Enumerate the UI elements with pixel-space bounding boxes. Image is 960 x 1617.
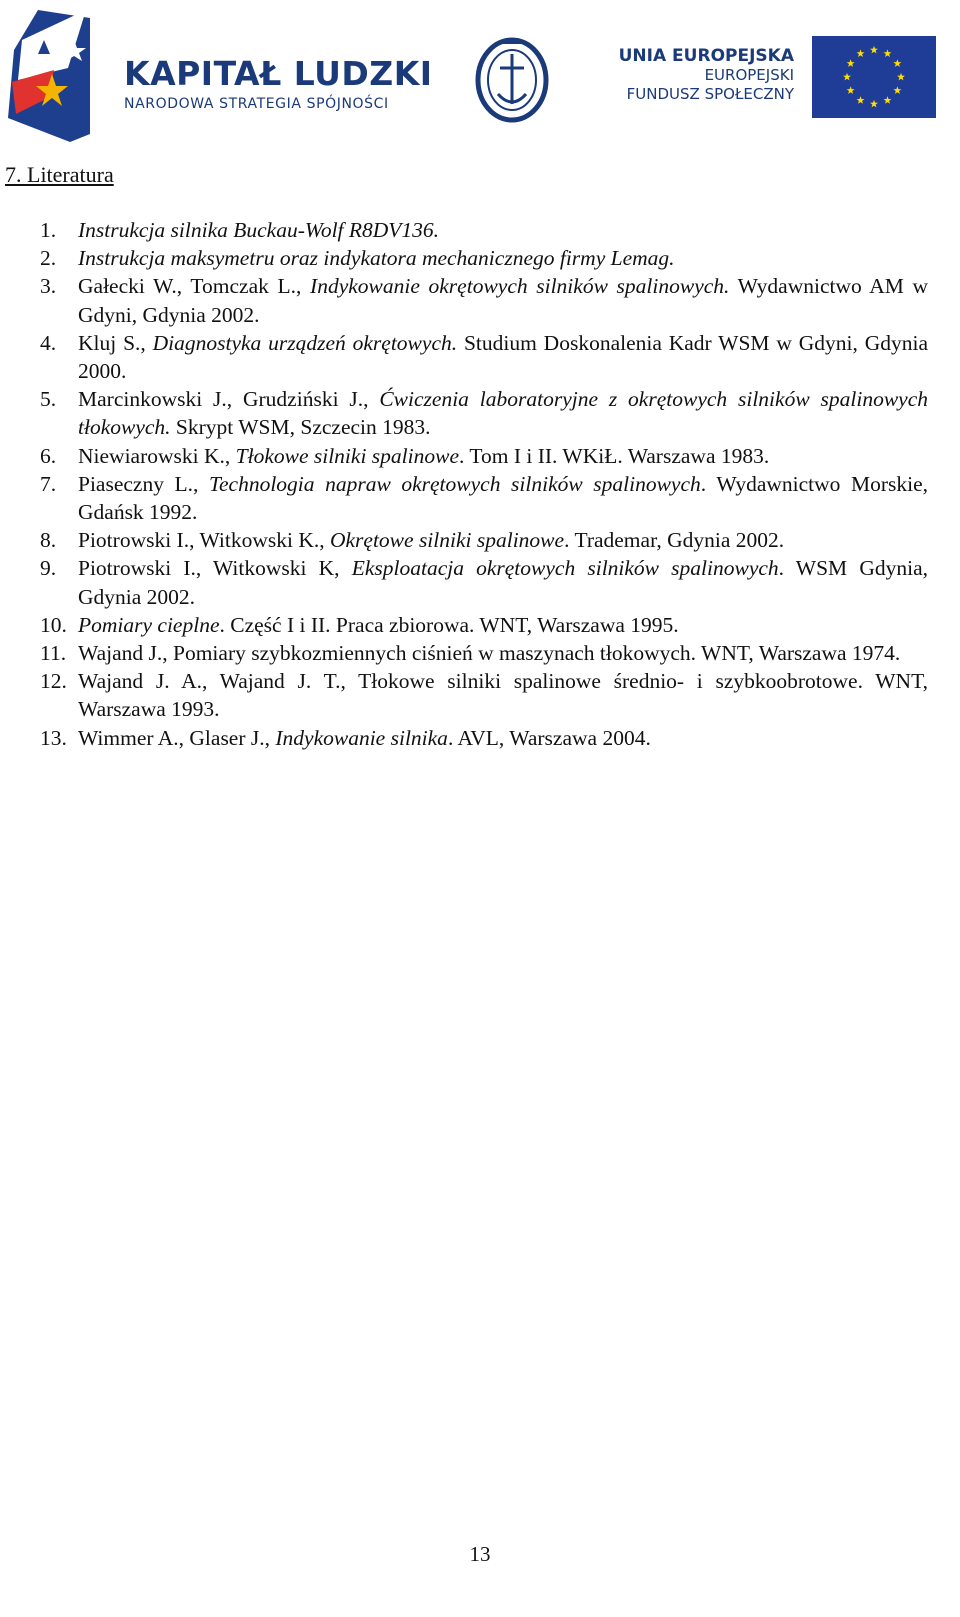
reference-pre-text: Piotrowski I., Witkowski K,	[78, 556, 352, 581]
reference-number: 5.	[40, 387, 57, 412]
reference-italic-text: Diagnostyka urządzeń okrętowych.	[152, 330, 458, 355]
akademia-morska-seal	[472, 34, 552, 124]
reference-item	[40, 385, 928, 441]
reference-italic-text: Instrukcja maksymetru oraz indykatora mechanicznego firmy Lemag.	[78, 246, 675, 271]
reference-item	[40, 526, 928, 554]
reference-pre-text: Piaseczny L.,	[78, 471, 209, 496]
reference-post-text: . WSM Gdynia, Gdynia 2002.	[78, 556, 928, 609]
reference-italic-text: Technologia napraw okrętowych silników spalinowych	[209, 471, 701, 496]
reference-item	[40, 329, 928, 385]
reference-italic-text: Instrukcja silnika Buckau-Wolf R8DV136.	[78, 218, 440, 242]
reference-pre-text: Piotrowski I., Witkowski K.,	[78, 528, 330, 553]
reference-post-text: . AVL, Warszawa 2004.	[447, 725, 651, 750]
reference-number: 6.	[40, 443, 57, 468]
reference-item	[40, 554, 928, 610]
reference-number: 1.	[40, 218, 57, 242]
reference-item	[40, 611, 928, 639]
reference-italic-text: Indykowanie silnika	[275, 725, 448, 750]
reference-post-text: Skrypt WSM, Szczecin 1983.	[170, 415, 431, 440]
reference-number: 2.	[40, 246, 57, 271]
reference-list	[40, 216, 928, 752]
reference-number: 3.	[40, 274, 57, 299]
reference-number: 8.	[40, 528, 57, 553]
reference-pre-text: Gałecki W., Tomczak L.,	[78, 274, 311, 299]
reference-pre-text: Marcinkowski J., Grudziński J.,	[78, 387, 380, 412]
reference-italic-text: Pomiary cieplne	[78, 612, 220, 637]
reference-post-text: Studium Doskonalenia Kadr WSM w Gdyni, Gdynia 2000.	[78, 330, 929, 384]
reference-post-text: . Część I i II. Praca zbiorowa. WNT, Warszawa 1995.	[219, 612, 679, 637]
reference-item	[40, 216, 928, 244]
ue-line-1: UNIA EUROPEJSKA	[618, 46, 794, 66]
reference-post-text: . Wydawnictwo Morskie, Gdańsk 1992.	[78, 471, 929, 525]
reference-number: 12.	[40, 669, 67, 694]
reference-item	[40, 272, 928, 328]
reference-number: 11.	[40, 641, 67, 666]
reference-pre-text: Wajand J. A., Wajand J. T., Tłokowe silniki spalinowe średnio- i szybkoobrotowe. WNT, Warszawa 1993.	[78, 669, 928, 722]
eu-flag-icon	[812, 36, 936, 118]
reference-italic-text: Indykowanie okrętowych silników spalinowych.	[310, 274, 730, 299]
reference-number: 13.	[40, 725, 67, 750]
reference-item	[40, 639, 928, 667]
reference-pre-text: Niewiarowski K.,	[78, 443, 236, 468]
kl-title: KAPITAŁ LUDZKI	[124, 54, 433, 93]
ue-line-2: EUROPEJSKI	[704, 66, 794, 84]
reference-item	[40, 724, 928, 752]
unia-europejska-text	[604, 46, 794, 104]
reference-italic-text: Tłokowe silniki spalinowe	[235, 443, 459, 468]
reference-number: 10.	[40, 612, 67, 637]
kapital-ludzki-logo	[8, 10, 90, 142]
reference-post-text: . Trademar, Gdynia 2002.	[564, 528, 785, 553]
page-number: 13	[469, 1542, 491, 1566]
reference-item	[40, 667, 928, 723]
reference-item	[40, 244, 928, 272]
reference-number: 7.	[40, 471, 57, 496]
reference-item	[40, 470, 928, 526]
reference-number: 9.	[40, 556, 57, 581]
ue-line-3: FUNDUSZ SPOŁECZNY	[626, 85, 794, 103]
reference-pre-text: Wimmer A., Glaser J.,	[78, 725, 276, 750]
reference-item	[40, 442, 928, 470]
page-header	[0, 0, 960, 150]
reference-number: 4.	[40, 330, 57, 355]
reference-italic-text: Ćwiczenia laboratoryjne z okrętowych silników spalinowych tłokowych.	[78, 387, 928, 440]
kapital-ludzki-text	[124, 56, 433, 112]
section-title: 7. Literatura	[5, 162, 114, 187]
reference-italic-text: Okrętowe silniki spalinowe	[329, 528, 565, 553]
reference-italic-text: Eksploatacja okrętowych silników spalinowych	[351, 556, 779, 581]
kl-subtitle: NARODOWA STRATEGIA SPÓJNOŚCI	[124, 96, 389, 112]
reference-pre-text: Kluj S.,	[78, 330, 153, 355]
reference-post-text: Wydawnictwo AM w Gdyni, Gdynia 2002.	[78, 274, 928, 327]
reference-pre-text: Wajand J., Pomiary szybkozmiennych ciśnień w maszynach tłokowych. WNT, Warszawa 1974.	[78, 641, 901, 666]
reference-post-text: . Tom I i II. WKiŁ. Warszawa 1983.	[459, 443, 770, 468]
